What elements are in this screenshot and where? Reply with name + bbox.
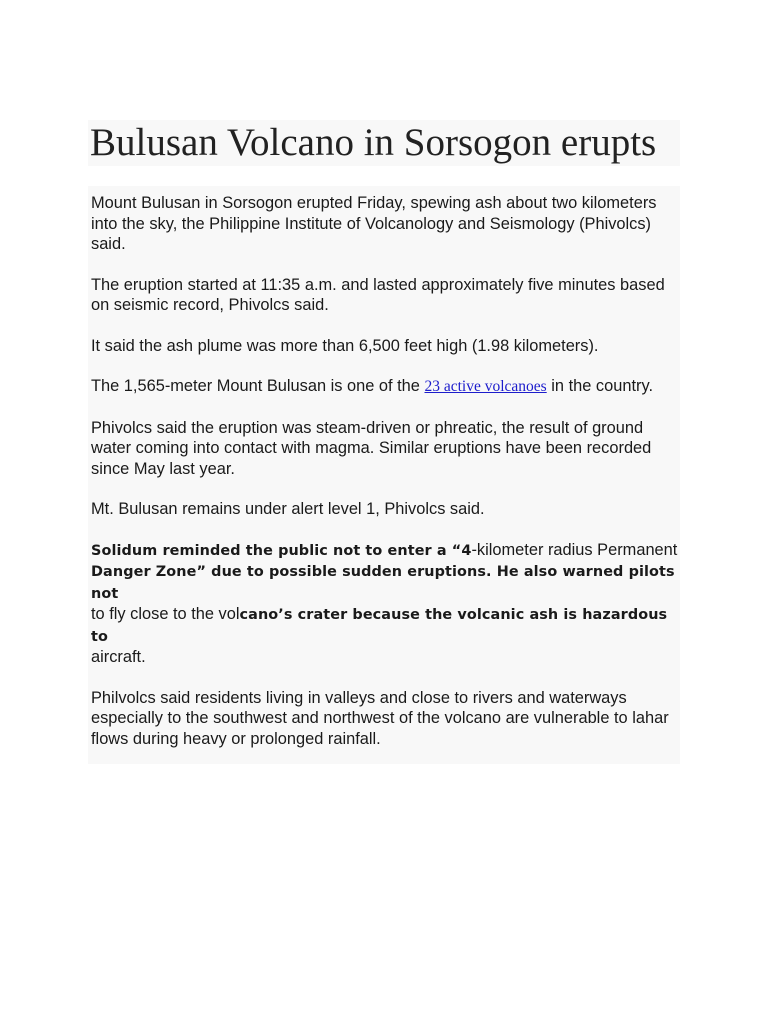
paragraph-7-bold-1: Solidum reminded the public not to enter a “4: [91, 542, 472, 559]
paragraph-8: Philvolcs said residents living in valleys and close to rivers and waterways especially to the southwest and northwest of the volcano are vulnerable to lahar flows during heavy or prolonged rainfall.: [91, 688, 669, 748]
paragraph-1: Mount Bulusan in Sorsogon erupted Friday, spewing ash about two kilometers into the sky, the Philippine Institute of Volcanology and Seismology (Phivolcs) said.: [91, 194, 657, 253]
paragraph-4: [91, 376, 683, 398]
paragraph-7-normal-3: aircraft.: [91, 648, 146, 666]
paragraph-7-normal-1: -kilometer radius Permanent: [471, 540, 678, 559]
paragraph-7-normal-2: to fly close to the vol: [91, 605, 240, 623]
paragraph-6: Mt. Bulusan remains under alert level 1, Phivolcs said.: [91, 500, 485, 518]
article-title: Bulusan Volcano in Sorsogon erupts: [90, 121, 657, 164]
article-body: [91, 193, 683, 769]
active-volcanoes-link[interactable]: 23 active volcanoes: [424, 378, 547, 395]
paragraph-7-bold-3: cano’s crater because the volcanic ash is hazardous to: [91, 607, 668, 645]
paragraph-7: [91, 540, 683, 668]
paragraph-4-text-after: in the country.: [546, 377, 654, 395]
paragraph-7-bold-2: Danger Zone” due to possible sudden eruptions. He also warned pilots not: [91, 564, 675, 602]
paragraph-3: It said the ash plume was more than 6,500 feet high (1.98 kilometers).: [91, 336, 599, 355]
paragraph-4-text-before: The 1,565-meter Mount Bulusan is one of the: [91, 377, 425, 395]
paragraph-5: Phivolcs said the eruption was steam-driven or phreatic, the result of ground water coming into contact with magma. Similar eruptions have been recorded since May last year.: [91, 418, 652, 478]
paragraph-2: The eruption started at 11:35 a.m. and lasted approximately five minutes based on seismic record, Phivolcs said.: [91, 275, 665, 314]
